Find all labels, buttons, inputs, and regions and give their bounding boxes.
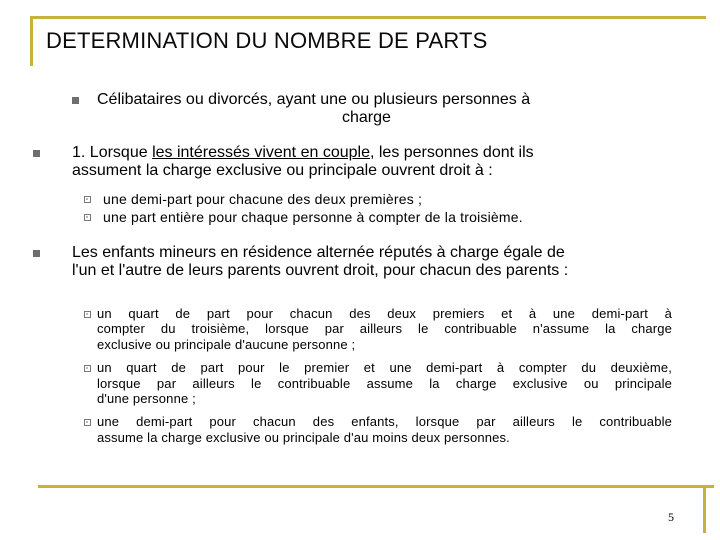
- square-bullet-icon: [33, 250, 40, 257]
- block3-item-1-line3: exclusive ou principale d'aucune personne ;: [97, 337, 356, 352]
- block1-line2: charge: [342, 109, 391, 126]
- checkbox-bullet-icon: [84, 311, 91, 318]
- checkbox-bullet-icon: [84, 196, 91, 203]
- block3-line2: l'un et l'autre de leurs parents ouvrent droit, pour chacun des parents :: [72, 262, 569, 279]
- block3-item-1-line1: un quart de part pour chacun des deux premiers et à une demi-part à: [97, 306, 672, 321]
- checkbox-bullet-icon: [84, 365, 91, 372]
- checkbox-bullet-icon: [84, 214, 91, 221]
- block3-line1: Les enfants mineurs en résidence alternée réputés à charge égale de: [72, 244, 565, 261]
- block2-prefix: 1. Lorsque: [72, 144, 153, 161]
- block3-item-2-line3: d'une personne ;: [97, 391, 196, 406]
- block1-line1: Célibataires ou divorcés, ayant une ou plusieurs personnes à: [97, 91, 531, 108]
- square-bullet-icon: [33, 150, 40, 157]
- block2-item-2: une part entière pour chaque personne à compter de la troisième.: [103, 209, 523, 225]
- frame-top-line: [30, 16, 706, 19]
- block3-item-2-line2: lorsque par ailleurs le contribuable assume la charge exclusive ou principale: [97, 376, 672, 391]
- block2-line2: assument la charge exclusive ou principale ouvrent droit à :: [72, 162, 493, 179]
- block2-suffix: , les personnes dont ils: [369, 144, 534, 161]
- block3-item-1-line2: compter du troisième, lorsque par ailleurs le contribuable n'assume la charge: [97, 321, 672, 336]
- frame-right-line: [703, 485, 706, 533]
- block2-underlined-text: les intéressés vivent en couple: [152, 144, 370, 161]
- page-number: 5: [668, 510, 674, 524]
- block2-line1: [72, 144, 534, 162]
- frame-bottom-line: [38, 485, 714, 488]
- square-bullet-icon: [72, 97, 79, 104]
- checkbox-bullet-icon: [84, 419, 91, 426]
- slide-title: DETERMINATION DU NOMBRE DE PARTS: [46, 28, 488, 53]
- block2-item-1: une demi-part pour chacune des deux premières ;: [103, 191, 423, 207]
- frame-left-line: [30, 16, 33, 66]
- block3-item-3-line2: assume la charge exclusive ou principale d'au moins deux personnes.: [97, 430, 510, 445]
- block3-item-3-line1: une demi-part pour chacun des enfants, lorsque par ailleurs le contribuable: [97, 414, 672, 429]
- block3-item-2-line1: un quart de part pour le premier et une demi-part à compter du deuxième,: [97, 360, 672, 375]
